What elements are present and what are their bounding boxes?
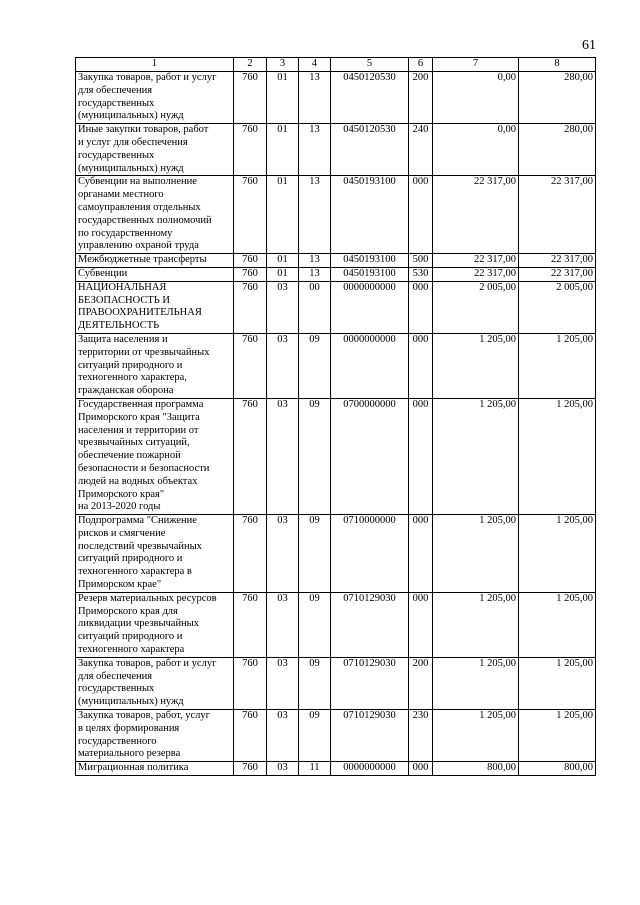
row-amount-8: 22 317,00	[519, 254, 596, 268]
table-row	[76, 333, 596, 398]
row-code-2: 760	[234, 176, 267, 254]
row-code-2: 760	[234, 281, 267, 333]
row-code-5: 0710129030	[331, 592, 409, 657]
row-amount-8: 280,00	[519, 124, 596, 176]
row-amount-8: 1 205,00	[519, 333, 596, 398]
row-code-4: 11	[299, 762, 331, 776]
row-code-6: 000	[409, 281, 433, 333]
page-number: 61	[582, 38, 596, 53]
row-code-5: 0000000000	[331, 762, 409, 776]
row-amount-7: 800,00	[433, 762, 519, 776]
row-code-4: 13	[299, 267, 331, 281]
table-row	[76, 254, 596, 268]
row-code-5: 0450120530	[331, 72, 409, 124]
row-amount-7: 22 317,00	[433, 267, 519, 281]
row-code-2: 760	[234, 710, 267, 762]
row-code-4: 13	[299, 176, 331, 254]
row-amount-8: 800,00	[519, 762, 596, 776]
row-code-3: 03	[267, 398, 299, 514]
column-header: 4	[299, 58, 331, 72]
row-code-4: 13	[299, 72, 331, 124]
row-code-5: 0000000000	[331, 333, 409, 398]
row-code-2: 760	[234, 267, 267, 281]
table-row	[76, 710, 596, 762]
table-row	[76, 762, 596, 776]
budget-table	[75, 57, 596, 776]
row-name: Закупка товаров, работ, услуг в целях формирования государственного материального резерва	[76, 710, 234, 762]
row-code-5: 0450120530	[331, 124, 409, 176]
table-row	[76, 657, 596, 709]
row-name: Миграционная политика	[76, 762, 234, 776]
row-code-4: 09	[299, 333, 331, 398]
row-amount-7: 1 205,00	[433, 657, 519, 709]
row-code-3: 03	[267, 657, 299, 709]
row-code-3: 03	[267, 592, 299, 657]
table-row	[76, 176, 596, 254]
row-code-4: 13	[299, 254, 331, 268]
row-amount-7: 1 205,00	[433, 710, 519, 762]
table-row	[76, 124, 596, 176]
row-amount-8: 1 205,00	[519, 515, 596, 593]
row-code-2: 760	[234, 124, 267, 176]
table-row	[76, 281, 596, 333]
row-code-4: 13	[299, 124, 331, 176]
row-amount-8: 1 205,00	[519, 398, 596, 514]
table-row	[76, 398, 596, 514]
row-code-2: 760	[234, 398, 267, 514]
table-row	[76, 515, 596, 593]
row-code-2: 760	[234, 72, 267, 124]
column-header: 6	[409, 58, 433, 72]
row-code-5: 0450193100	[331, 254, 409, 268]
row-code-5: 0710129030	[331, 657, 409, 709]
table-header-row	[76, 58, 596, 72]
row-name: Защита населения и территории от чрезвычайных ситуаций природного и техногенного характера, гражданская оборона	[76, 333, 234, 398]
row-code-3: 03	[267, 281, 299, 333]
row-code-5: 0450193100	[331, 267, 409, 281]
row-code-4: 09	[299, 710, 331, 762]
row-code-5: 0450193100	[331, 176, 409, 254]
row-name: НАЦИОНАЛЬНАЯ БЕЗОПАСНОСТЬ И ПРАВООХРАНИТЕЛЬНАЯ ДЕЯТЕЛЬНОСТЬ	[76, 281, 234, 333]
row-amount-7: 1 205,00	[433, 333, 519, 398]
row-name: Закупка товаров, работ и услуг для обеспечения государственных (муниципальных) нужд	[76, 72, 234, 124]
row-name: Подпрограмма "Снижение рисков и смягчение последствий чрезвычайных ситуаций природного и техногенного характера в Приморском крае"	[76, 515, 234, 593]
row-code-3: 01	[267, 72, 299, 124]
row-name: Иные закупки товаров, работ и услуг для обеспечения государственных (муниципальных) нужд	[76, 124, 234, 176]
row-amount-8: 280,00	[519, 72, 596, 124]
row-code-6: 500	[409, 254, 433, 268]
row-code-4: 09	[299, 398, 331, 514]
row-amount-7: 2 005,00	[433, 281, 519, 333]
row-amount-7: 0,00	[433, 72, 519, 124]
row-code-4: 09	[299, 657, 331, 709]
row-code-3: 01	[267, 267, 299, 281]
row-code-6: 230	[409, 710, 433, 762]
row-code-6: 000	[409, 515, 433, 593]
row-name: Закупка товаров, работ и услуг для обеспечения государственных (муниципальных) нужд	[76, 657, 234, 709]
row-amount-8: 2 005,00	[519, 281, 596, 333]
row-code-3: 01	[267, 124, 299, 176]
row-code-3: 03	[267, 710, 299, 762]
row-name: Государственная программа Приморского края "Защита населения и территории от чрезвычайных ситуаций, обеспечение пожарной безопасности и безопасности людей на водных объектах Приморского края" на 2013-2020 годы	[76, 398, 234, 514]
row-code-2: 760	[234, 254, 267, 268]
table-row	[76, 592, 596, 657]
row-amount-7: 1 205,00	[433, 592, 519, 657]
row-code-2: 760	[234, 657, 267, 709]
row-code-4: 09	[299, 515, 331, 593]
row-code-3: 01	[267, 254, 299, 268]
table-row	[76, 267, 596, 281]
row-code-6: 200	[409, 72, 433, 124]
row-name: Межбюджетные трансферты	[76, 254, 234, 268]
row-amount-8: 1 205,00	[519, 657, 596, 709]
row-name: Субвенции	[76, 267, 234, 281]
column-header: 8	[519, 58, 596, 72]
row-name: Резерв материальных ресурсов Приморского края для ликвидации чрезвычайных ситуаций природного и техногенного характера	[76, 592, 234, 657]
row-code-4: 09	[299, 592, 331, 657]
column-header: 3	[267, 58, 299, 72]
row-code-3: 03	[267, 333, 299, 398]
row-code-2: 760	[234, 592, 267, 657]
row-amount-8: 22 317,00	[519, 176, 596, 254]
row-code-5: 0700000000	[331, 398, 409, 514]
row-code-2: 760	[234, 515, 267, 593]
row-code-3: 01	[267, 176, 299, 254]
row-code-6: 530	[409, 267, 433, 281]
row-amount-7: 22 317,00	[433, 176, 519, 254]
table-row	[76, 72, 596, 124]
row-code-4: 00	[299, 281, 331, 333]
row-amount-7: 22 317,00	[433, 254, 519, 268]
row-code-6: 200	[409, 657, 433, 709]
row-code-3: 03	[267, 515, 299, 593]
row-code-6: 240	[409, 124, 433, 176]
row-amount-8: 1 205,00	[519, 592, 596, 657]
row-code-5: 0000000000	[331, 281, 409, 333]
column-header: 1	[76, 58, 234, 72]
row-amount-8: 22 317,00	[519, 267, 596, 281]
row-name: Субвенции на выполнение органами местного самоуправления отдельных государственных полномочий по государственному управлению охраной труда	[76, 176, 234, 254]
row-code-3: 03	[267, 762, 299, 776]
row-code-5: 0710000000	[331, 515, 409, 593]
row-code-5: 0710129030	[331, 710, 409, 762]
row-code-6: 000	[409, 592, 433, 657]
row-code-2: 760	[234, 333, 267, 398]
row-code-2: 760	[234, 762, 267, 776]
row-amount-8: 1 205,00	[519, 710, 596, 762]
column-header: 5	[331, 58, 409, 72]
row-amount-7: 1 205,00	[433, 398, 519, 514]
column-header: 2	[234, 58, 267, 72]
column-header: 7	[433, 58, 519, 72]
row-amount-7: 1 205,00	[433, 515, 519, 593]
row-code-6: 000	[409, 176, 433, 254]
row-code-6: 000	[409, 398, 433, 514]
row-amount-7: 0,00	[433, 124, 519, 176]
row-code-6: 000	[409, 333, 433, 398]
row-code-6: 000	[409, 762, 433, 776]
